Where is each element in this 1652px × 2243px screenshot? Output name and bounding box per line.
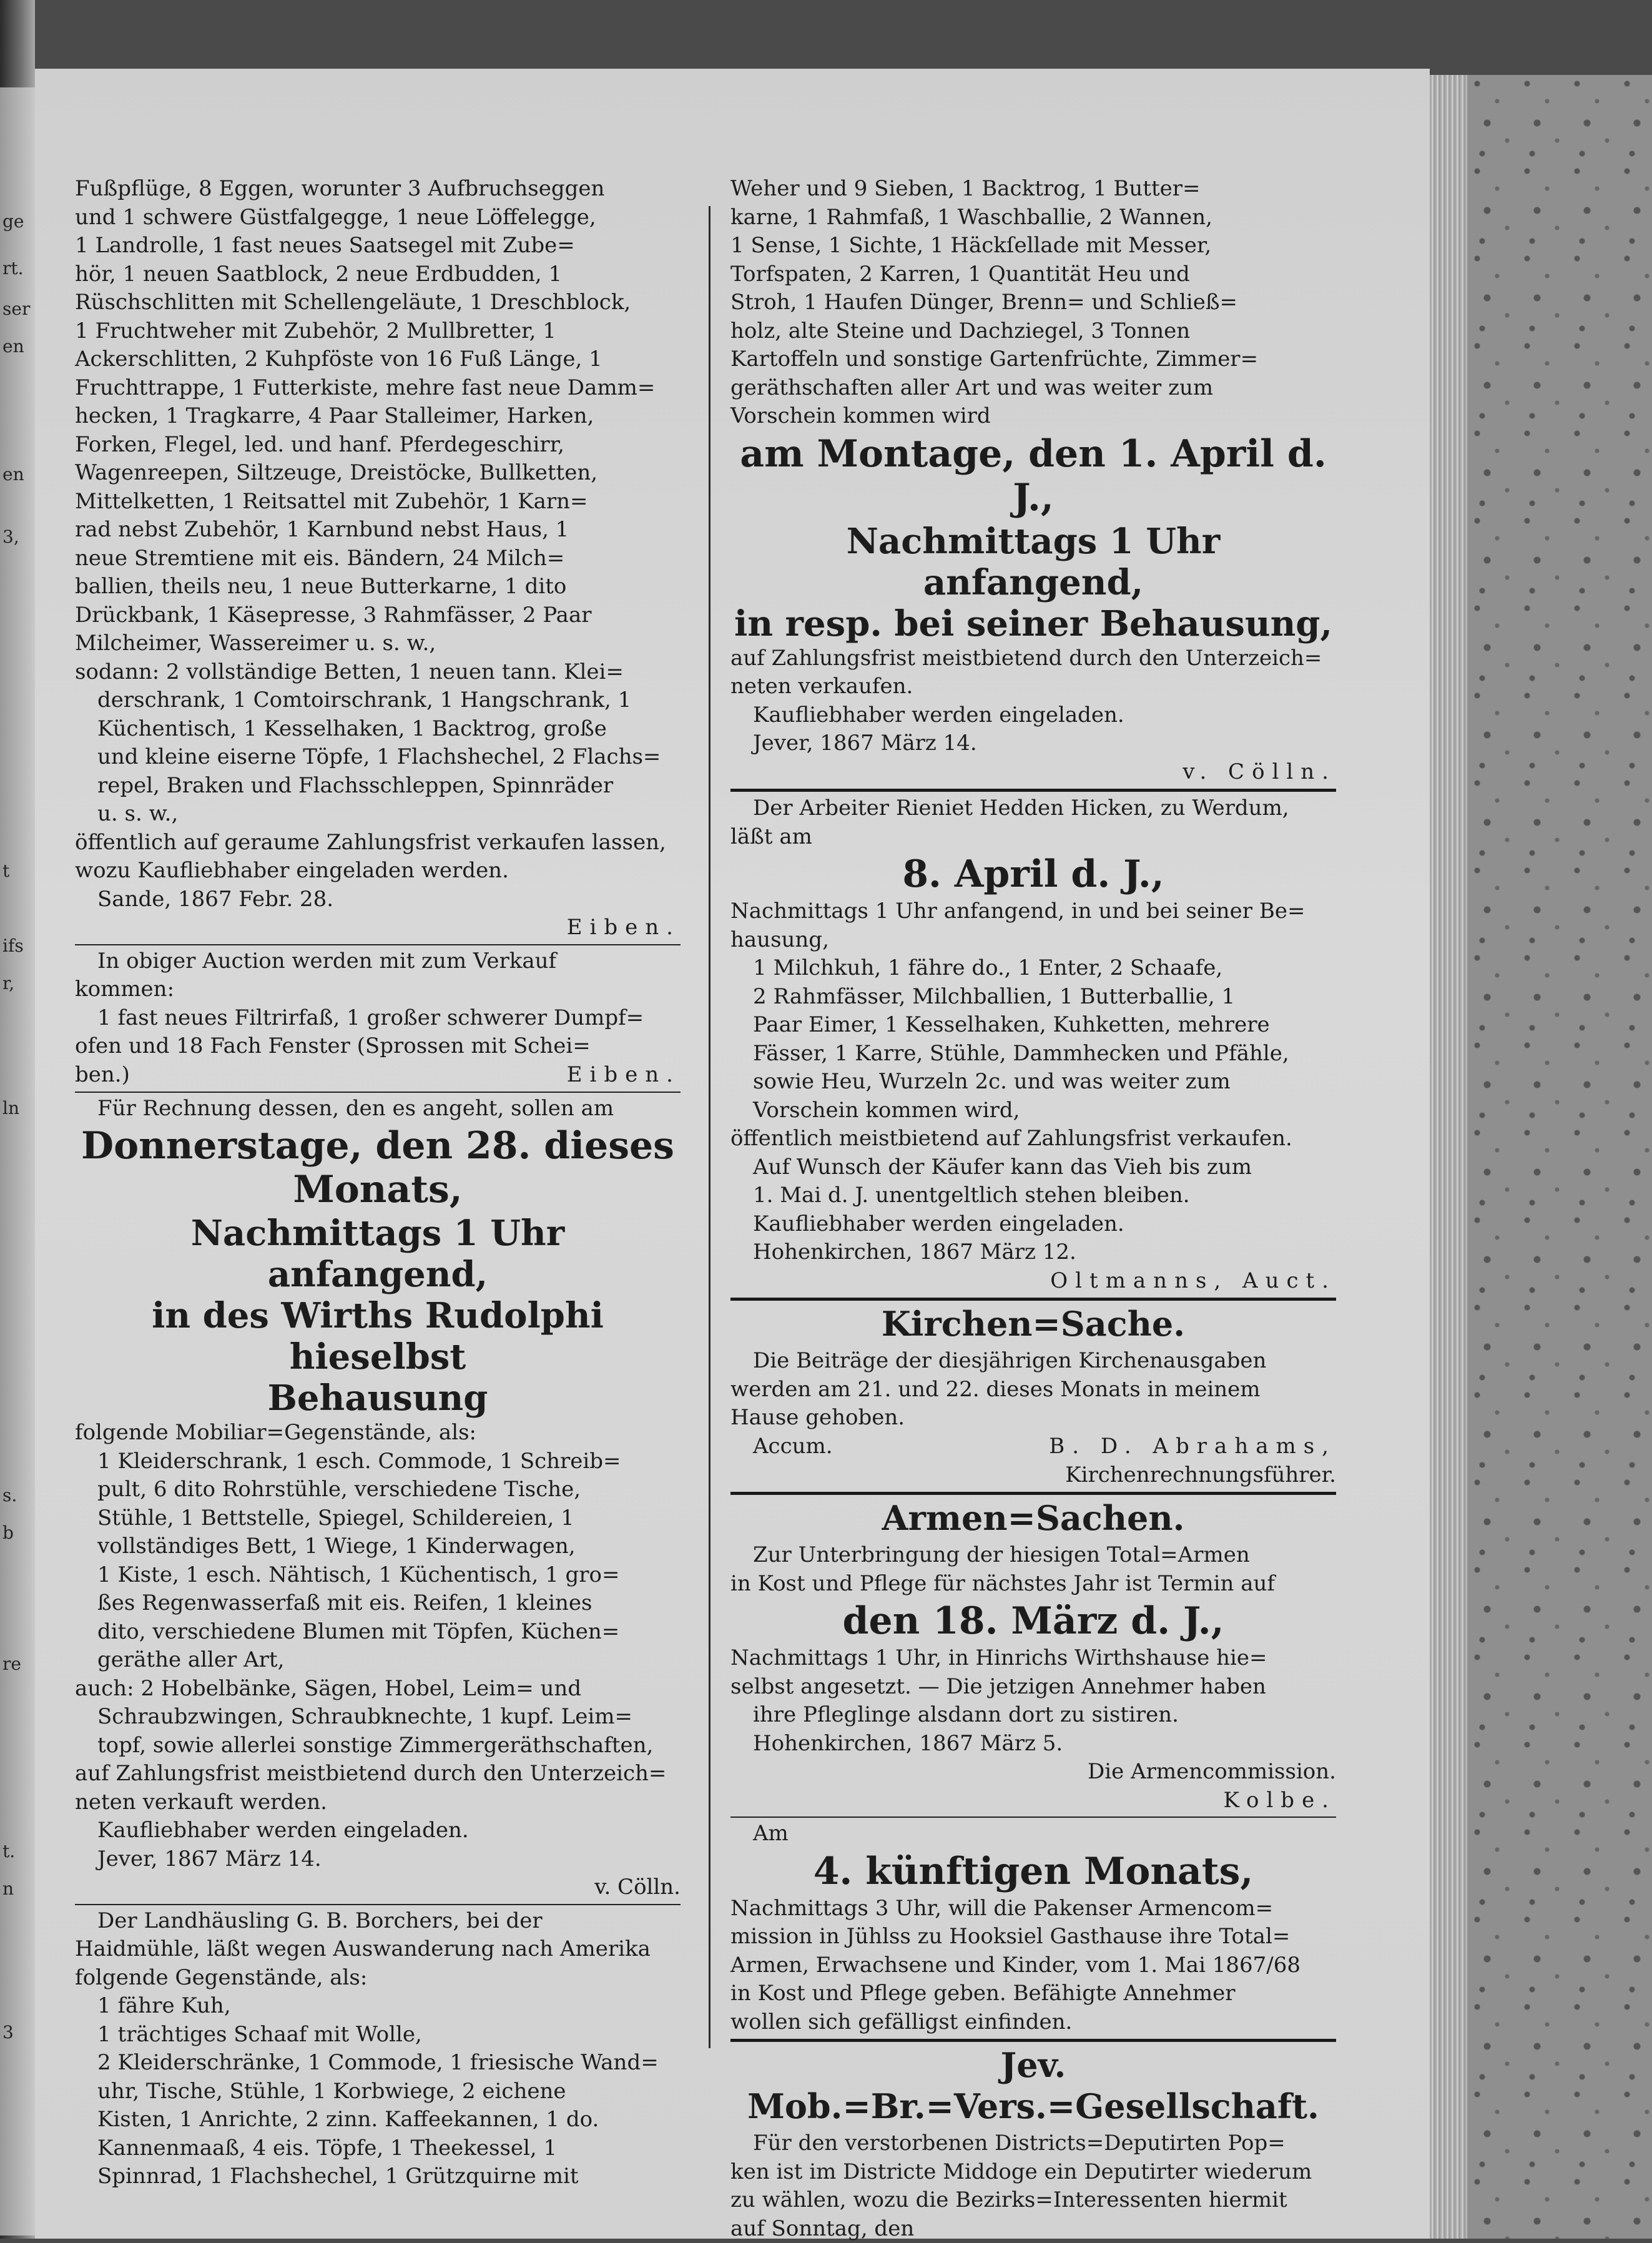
notice-line: auf Zahlungsfrist meistbietend durch den Unterzeich= [730,644,1336,673]
notice-line: Küchentisch, 1 Kesselhaken, 1 Backtrog, große [75,715,681,744]
margin-fragment: rt. [2,259,24,278]
signature: v. Cölln. [730,758,1336,787]
place-date: Hohenkirchen, 1867 März 12. [730,1238,1336,1267]
notice-line: Hause gehoben. [730,1404,1336,1432]
notice-line: hecken, 1 Tragkarre, 4 Paar Stalleimer, Harken, [75,402,681,431]
section-title: Armen=Sachen. [730,1497,1336,1539]
margin-fragment: 3, [2,528,19,546]
notice-line: 1 trächtiges Schaaf mit Wolle, [75,2021,681,2049]
notice-line: 1 Kiste, 1 esch. Nähtisch, 1 Küchentisch, 1 gro= [75,1561,681,1590]
notice-line: Spinnrad, 1 Flachshechel, 1 Grützquirne mit [75,2162,681,2191]
margin-fragment: ge [2,212,24,231]
signature: Eiben. [75,1061,681,1090]
notice-line: Kannenmaaß, 4 eis. Töpfe, 1 Theekessel, 1 [75,2134,681,2163]
notice-headline: in resp. bei seiner Behausung, [730,603,1336,644]
notice-line: hör, 1 neuen Saatblock, 2 neue Erdbudden, 1 [75,260,681,289]
notice-line: Mittelketten, 1 Reitsattel mit Zubehör, 1 Karn= [75,488,681,516]
pakens-poor-notice [730,1820,1336,2036]
signature: Eiben. [75,914,681,942]
notice-line: 1 Sense, 1 Sichte, 1 Häckſellade mit Messer, [730,232,1336,260]
notice-line: 1 Landrolle, 1 fast neues Saatsegel mit Zube= [75,232,681,260]
auction-notice-rudolphi [75,1095,681,1902]
auction-notice-werdum [730,794,1336,1295]
notice-line: sowie Heu, Wurzeln 2c. und was weiter zum [730,1068,1336,1097]
notice-line: auch: 2 Hobelbänke, Sägen, Hobel, Leim= und [75,1675,681,1703]
notice-line: 2 Rahmfässer, Milchballien, 1 Butterballie, 1 [730,983,1336,1012]
separator-rule [730,2039,1336,2042]
book-cover-edge [1467,75,1652,2239]
notice-line: Ackerschlitten, 2 Kuhpföste von 16 Fuß Länge, 1 [75,345,681,374]
notice-line: derschrank, 1 Comtoirschrank, 1 Hangschrank, 1 [75,686,681,715]
separator-rule [730,1298,1336,1301]
signature: v. Cölln. [75,1873,681,1902]
notice-line: auf Zahlungsfrist meistbietend durch den Unterzeich= [75,1760,681,1788]
right-column [730,175,1336,2243]
notice-line: 1 Fruchtweher mit Zubehör, 2 Mullbretter, 1 [75,317,681,346]
section-title: Jev. Mob.=Br.=Vers.=Gesellschaft. [730,2044,1336,2127]
margin-fragment: re [2,1655,21,1674]
notice-line: werden am 21. und 22. dieses Monats in meinem [730,1376,1336,1404]
notice-line: öffentlich auf geraume Zahlungsfrist verkaufen lassen, [75,829,681,857]
margin-fragment: t. [2,1842,15,1861]
notice-line: wollen sich gefälligst einfinden. [730,2008,1336,2037]
notice-line: Torfspaten, 2 Karren, 1 Quantität Heu und [730,260,1336,289]
notice-line: Forken, Flegel, led. und hanf. Pferdegeschirr, [75,431,681,460]
notice-line: holz, alte Steine und Dachziegel, 3 Tonnen [730,317,1336,346]
notice-line: 1. Mai d. J. unentgeltlich stehen bleiben. [730,1181,1336,1210]
notice-line: In obiger Auction werden mit zum Verkauf [75,947,681,976]
notice-line: kommen: [75,975,681,1004]
signature-role: Die Armencommission. [730,1758,1336,1787]
signature: Oltmanns, Auct. [730,1267,1336,1296]
notice-line: geräthschaften aller Art und was weiter zum [730,374,1336,403]
notice-line: in Kost und Pflege geben. Befähigte Annehmer [730,1979,1336,2008]
notice-line: Stroh, 1 Haufen Dünger, Brenn= und Schließ= [730,288,1336,317]
notice-line: sodann: 2 vollständige Betten, 1 neuen tann. Klei= [75,658,681,687]
notice-line: Weher und 9 Sieben, 1 Backtrog, 1 Butter= [730,175,1336,204]
notice-line: ihre Pfleglinge alsdann dort zu sistiren. [730,1701,1336,1730]
margin-fragment: r, [2,974,14,993]
notice-line: Kaufliebhaber werden eingeladen. [75,1817,681,1845]
place-date: Jever, 1867 März 14. [730,729,1336,758]
margin-fragment: b [2,1524,14,1542]
separator-rule [730,1817,1336,1818]
notice-headline: Nachmittags 1 Uhr anfangend, [75,1213,681,1295]
notice-headline: Donnerstage, den 28. dieses Monats, [75,1124,681,1211]
notice-line: 1 fähre Kuh, [75,1992,681,2021]
notice-line: Fußpflüge, 8 Eggen, worunter 3 Aufbruchseggen [75,175,681,204]
notice-line: 1 Milchkuh, 1 fähre do., 1 Enter, 2 Schaafe, [730,954,1336,983]
auction-addendum [75,947,681,1090]
margin-fragment: ser [2,300,30,318]
notice-line: Vorschein kommen wird [730,402,1336,431]
notice-line: pult, 6 dito Rohrstühle, verschiedene Tische, [75,1476,681,1504]
notice-line: zu wählen, wozu die Bezirks=Interessenten hiermit [730,2186,1336,2215]
auction-notice-continued [730,175,1336,786]
notice-line: Der Arbeiter Rieniet Hedden Hicken, zu Werdum, [730,794,1336,823]
notice-line: Kaufliebhaber werden eingeladen. [730,701,1336,730]
notice-headline: Behausung [75,1378,681,1419]
notice-line: vollständiges Bett, 1 Wiege, 1 Kinderwagen, [75,1532,681,1561]
notice-line: Auf Wunsch der Käufer kann das Vieh bis zum [730,1153,1336,1182]
signature: Kolbe. [730,1787,1336,1815]
margin-fragment: en [2,337,24,356]
notice-line: Nachmittags 1 Uhr anfangend, in und bei seiner Be= [730,897,1336,926]
separator-rule [75,1904,681,1905]
notice-line: repel, Braken und Flachsschleppen, Spinnräder [75,772,681,801]
notice-headline: 4. künftigen Monats, [730,1850,1336,1893]
poor-relief-notice [730,1497,1336,1815]
separator-rule [75,1092,681,1093]
notice-line: karne, 1 Rahmfaß, 1 Waschballie, 2 Wannen, [730,204,1336,232]
notice-line: läßt am [730,823,1336,852]
notice-line: ballien, theils neu, 1 neue Butterkarne, 1 dito [75,573,681,601]
notice-headline: den 18. März d. J., [730,1599,1336,1643]
notice-headline: am Montage, den 1. April d. J., [730,432,1336,520]
previous-page-strip [0,87,35,2236]
notice-line: ben.) [75,1061,681,1090]
notice-line: Armen, Erwachsene und Kinder, vom 1. Mai 1867/68 [730,1951,1336,1980]
notice-line: 2 Kleiderschränke, 1 Commode, 1 friesische Wand= [75,2049,681,2078]
notice-headline: in des Wirths Rudolphi hieselbst [75,1295,681,1378]
place-date: Hohenkirchen, 1867 März 5. [730,1730,1336,1758]
notice-line: in Kost und Pflege für nächstes Jahr ist Termin auf [730,1570,1336,1599]
margin-fragment: ifs [2,937,24,955]
notice-line: Kartoffeln und sonstige Gartenfrüchte, Zimmer= [730,345,1336,374]
notice-line: Zur Unterbringung der hiesigen Total=Armen [730,1541,1336,1570]
notice-line: neten verkauft werden. [75,1788,681,1817]
notice-intro: Am [730,1820,1336,1848]
notice-headline: 8. April d. J., [730,852,1336,896]
place: Accum. [730,1432,1336,1461]
notice-line: mission in Jühlss zu Hooksiel Gasthause ihre Total= [730,1923,1336,1951]
signature-role: Kirchenrechnungsführer. [730,1461,1336,1490]
notice-line: und kleine eiserne Töpfe, 1 Flachshechel, 2 Flachs= [75,743,681,772]
notice-line: Drückbank, 1 Käsepresse, 3 Rahmfässer, 2 Paar [75,601,681,630]
notice-line: 1 fast neues Filtrirfaß, 1 großer schwerer Dumpf= [75,1004,681,1033]
notice-line: ken ist im Districte Middoge ein Deputirter wiederum [730,2158,1336,2187]
notice-line: geräthe aller Art, [75,1646,681,1675]
notice-line: Fässer, 1 Karre, Stühle, Dammhecken und Pfähle, [730,1040,1336,1068]
notice-line: Nachmittags 3 Uhr, will die Pakenser Armencom= [730,1895,1336,1923]
notice-line: neue Stremtiene mit eis. Bändern, 24 Milch= [75,545,681,573]
notice-line: topf, sowie allerlei sonstige Zimmergeräthschaften, [75,1732,681,1760]
notice-line: Rüschschlitten mit Schellengeläute, 1 Dreschblock, [75,288,681,317]
separator-rule [730,789,1336,792]
separator-rule [730,1492,1336,1495]
column-divider [709,206,710,2048]
notice-line: neten verkaufen. [730,673,1336,701]
notice-line: selbst angesetzt. — Die jetzigen Annehmer haben [730,1673,1336,1702]
margin-fragment: n [2,1880,14,1898]
section-title: Kirchen=Sache. [730,1303,1336,1344]
auction-notice-sande [75,175,681,942]
auction-notice-borchers [75,1907,681,2191]
notice-line: ofen und 18 Fach Fenster (Sprossen mit Schei= [75,1032,681,1061]
notice-line: auf Sonntag, den [730,2215,1336,2243]
notice-line: und 1 schwere Güstfalgegge, 1 neue Löffelegge, [75,204,681,232]
notice-line: u. s. w., [75,800,681,829]
notice-line: Schraubzwingen, Schraubknechte, 1 kupf. Leim= [75,1703,681,1732]
place-date: Sande, 1867 Febr. 28. [75,885,681,914]
notice-line: Fruchttrappe, 1 Futterkiste, mehre fast neue Damm= [75,374,681,403]
church-notice [730,1303,1336,1489]
notice-line: Nachmittags 1 Uhr, in Hinrichs Wirthshause hie= [730,1644,1336,1673]
notice-line: wozu Kaufliebhaber eingeladen werden. [75,857,681,885]
notice-line: Milcheimer, Wassereimer u. s. w., [75,629,681,658]
margin-fragment: s. [2,1486,17,1505]
notice-line: hausung, [730,926,1336,955]
notice-line: Für den verstorbenen Districts=Deputirten Pop= [730,2129,1336,2158]
separator-rule [75,944,681,945]
notice-line: Wagenreepen, Siltzeuge, Dreistöcke, Bullketten, [75,459,681,488]
notice-line: uhr, Tische, Stühle, 1 Korbwiege, 2 eichene [75,2078,681,2106]
left-column [75,175,681,2191]
margin-fragment: ln [2,1099,19,1118]
notice-line: ßes Regenwasserfaß mit eis. Reifen, 1 kleines [75,1589,681,1618]
margin-fragment: t [2,862,9,880]
notice-line: Der Landhäusling G. B. Borchers, bei der [75,1907,681,1936]
notice-line: öffentlich meistbietend auf Zahlungsfrist verkaufen. [730,1125,1336,1153]
notice-line: Stühle, 1 Bettstelle, Spiegel, Schildereien, 1 [75,1504,681,1533]
notice-line: Die Beiträge der diesjährigen Kirchenausgaben [730,1347,1336,1376]
notice-line: Haidmühle, läßt wegen Auswanderung nach Amerika [75,1935,681,1964]
notice-line: rad nebst Zubehör, 1 Karnbund nebst Haus, 1 [75,516,681,545]
notice-line: folgende Mobiliar=Gegenstände, als: [75,1419,681,1447]
notice-line: dito, verschiedene Blumen mit Töpfen, Küchen= [75,1618,681,1647]
notice-headline: Nachmittags 1 Uhr anfangend, [730,521,1336,603]
place-date: Jever, 1867 März 14. [75,1845,681,1874]
notice-line: Kisten, 1 Anrichte, 2 zinn. Kaffeekannen, 1 do. [75,2106,681,2134]
insurance-society-notice [730,2044,1336,2243]
notice-line: Kaufliebhaber werden eingeladen. [730,1210,1336,1239]
notice-line: Paar Eimer, 1 Kesselhaken, Kuhketten, mehrere [730,1011,1336,1040]
notice-line: Vorschein kommen wird, [730,1097,1336,1125]
notice-line: 1 Kleiderschrank, 1 esch. Commode, 1 Schreib= [75,1447,681,1476]
notice-line: folgende Gegenstände, als: [75,1964,681,1993]
notice-intro: Für Rechnung dessen, den es angeht, sollen am [75,1095,681,1123]
margin-fragment: en [2,465,24,484]
signature: B. D. Abrahams, [730,1432,1336,1461]
margin-fragment: 3 [2,2023,14,2042]
